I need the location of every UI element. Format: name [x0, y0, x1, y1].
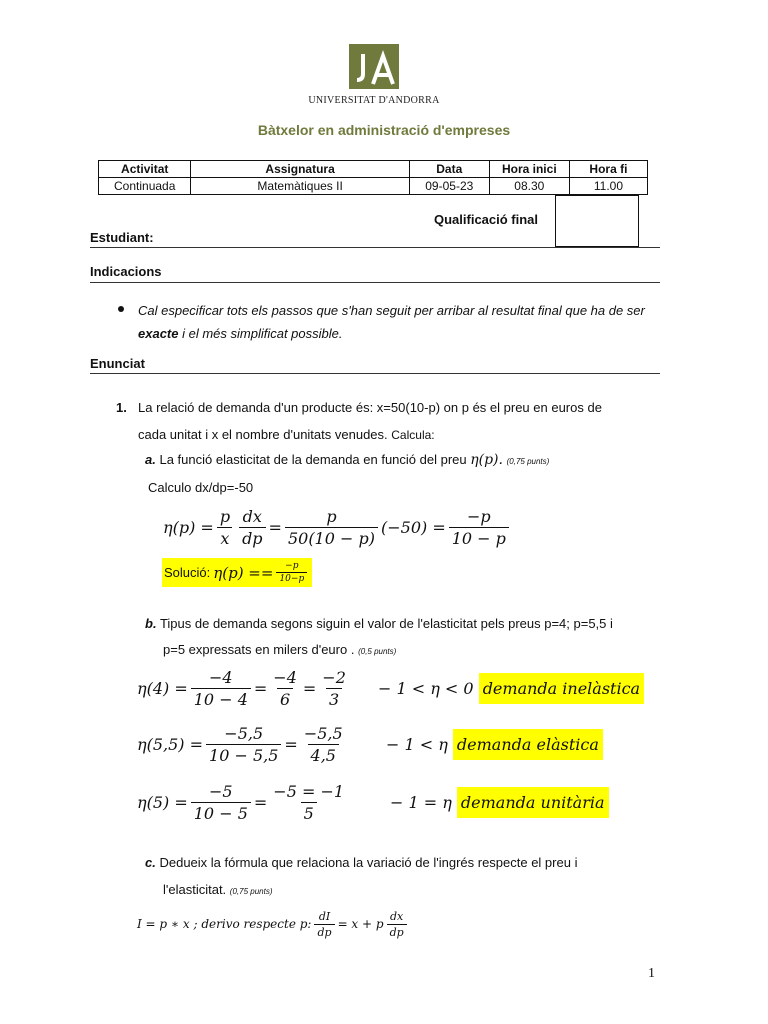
- subquestion-label: b.: [145, 616, 157, 631]
- inequality-1: − 1 < η < 0 demanda inelàstica: [378, 672, 644, 704]
- subquestion-b-line2: [163, 642, 396, 657]
- subquestion-text: p=5 expressats en milers d'euro .: [163, 642, 355, 657]
- subquestion-text: Dedueix la fórmula que relaciona la variació de l'ingrés respecte el preu i: [159, 855, 578, 870]
- table-header-cell: Data: [409, 161, 489, 178]
- solution-label: Solució:: [164, 565, 211, 580]
- table-cell: 11.00: [569, 178, 647, 195]
- equation-elasticity: η(p) = $\frac{p}{x}$ $\frac{dx}{dp}$ = $\frac{p}{50(10 - p)}$ (−50) = $\frac{-p}{10 - p}$: [163, 504, 512, 550]
- equation-eta-5-5: η(5,5) = $\frac{-5,5}{10 - 5,5}$ = $\frac{-5,5}{4,5}$: [137, 723, 343, 765]
- points-label: (0,5 punts): [358, 647, 397, 656]
- equation-eta-5: η(5) = $\frac{-5}{10 - 5}$ = $\frac{-5 = -1}{5}$: [137, 781, 345, 823]
- divider: [90, 282, 660, 283]
- table-header-cell: Hora fi: [569, 161, 647, 178]
- university-name: UNIVERSITAT D'ANDORRA: [308, 95, 440, 106]
- program-title: Bàtxelor en administració d'empreses: [257, 122, 511, 138]
- calcula-label: Calcula:: [391, 428, 435, 442]
- demand-inelastic: demanda inelàstica: [479, 673, 644, 704]
- table-header-cell: Activitat: [99, 161, 191, 178]
- subquestion-a: [145, 452, 549, 468]
- grade-box: [555, 195, 639, 247]
- table-cell: 09-05-23: [409, 178, 489, 195]
- table-cell: Matemàtiques II: [191, 178, 409, 195]
- section-title-indicacions: Indicacions: [90, 264, 162, 279]
- demand-elastic: demanda elàstica: [453, 729, 603, 760]
- bullet-icon: [118, 306, 124, 312]
- subquestion-text: l'elasticitat.: [163, 882, 227, 897]
- equation-revenue-derivative: I = p ∗ x ; derivo respecte p: $\frac{dI}{dp}$ = x + p $\frac{dx}{dp}$: [137, 904, 410, 944]
- question-text-line: cada unitat i x el nombre d'unitats venudes.: [138, 427, 388, 442]
- table-header-cell: Hora inici: [489, 161, 569, 178]
- table-cell: Continuada: [99, 178, 191, 195]
- subquestion-c: [145, 855, 577, 870]
- inequality-2: − 1 < η demanda elàstica: [386, 728, 603, 760]
- points-label: (0,75 punts): [506, 457, 550, 466]
- demand-unitary: demanda unitària: [457, 787, 609, 818]
- subquestion-b: [145, 616, 613, 631]
- revenue-equation-text: I = p ∗ x ; derivo respecte p:: [137, 917, 312, 931]
- table-cell: 08.30: [489, 178, 569, 195]
- subquestion-text: Tipus de demanda segons siguin el valor de l'elasticitat pels preus p=4; p=5,5 i: [159, 616, 613, 631]
- indication-emphasis: exacte: [138, 326, 179, 341]
- page-number: 1: [648, 966, 655, 981]
- table-header-row: [99, 161, 648, 178]
- calc-line: Calculo dx/dp=-50: [148, 480, 254, 495]
- question-text: La relació de demanda d'un producte és: x=50(10-p) on p és el preu en euros de: [138, 400, 602, 415]
- table-header-cell: Assignatura: [191, 161, 409, 178]
- subquestion-c-line2: [163, 882, 273, 897]
- divider: [90, 247, 660, 248]
- inequality-3: − 1 = η demanda unitària: [390, 786, 609, 818]
- logo-mark-icon: [349, 44, 399, 89]
- section-title-enunciat: Enunciat: [90, 356, 145, 371]
- subquestion-label: a.: [145, 452, 156, 467]
- student-label: Estudiant:: [90, 230, 154, 245]
- solution-highlight: Solució: η(p) == $\frac{-p}{10-p}$: [162, 558, 312, 587]
- eta-expression: η(p).: [470, 452, 503, 468]
- table-row: [99, 178, 648, 195]
- equation-eta-4: η(4) = $\frac{-4}{10 - 4}$ = $\frac{-4}{6}$ = $\frac{-2}{3}$: [137, 667, 346, 709]
- question-number: 1.: [116, 400, 127, 415]
- grade-label: Qualificació final: [434, 212, 539, 227]
- points-label: (0,75 punts): [229, 887, 273, 896]
- indication-part: Cal especificar tots els passos que s'han seguit per arribar al resultat final que ha de ser: [138, 303, 645, 318]
- divider: [90, 373, 660, 374]
- indication-part: i el més simplificat possible.: [178, 326, 343, 341]
- activity-info-table: [98, 160, 648, 195]
- indication-text: [138, 299, 663, 345]
- question-text: [138, 427, 435, 442]
- subquestion-label: c.: [145, 855, 156, 870]
- subquestion-text: La funció elasticitat de la demanda en funció del preu: [159, 452, 467, 467]
- university-logo: [349, 44, 399, 89]
